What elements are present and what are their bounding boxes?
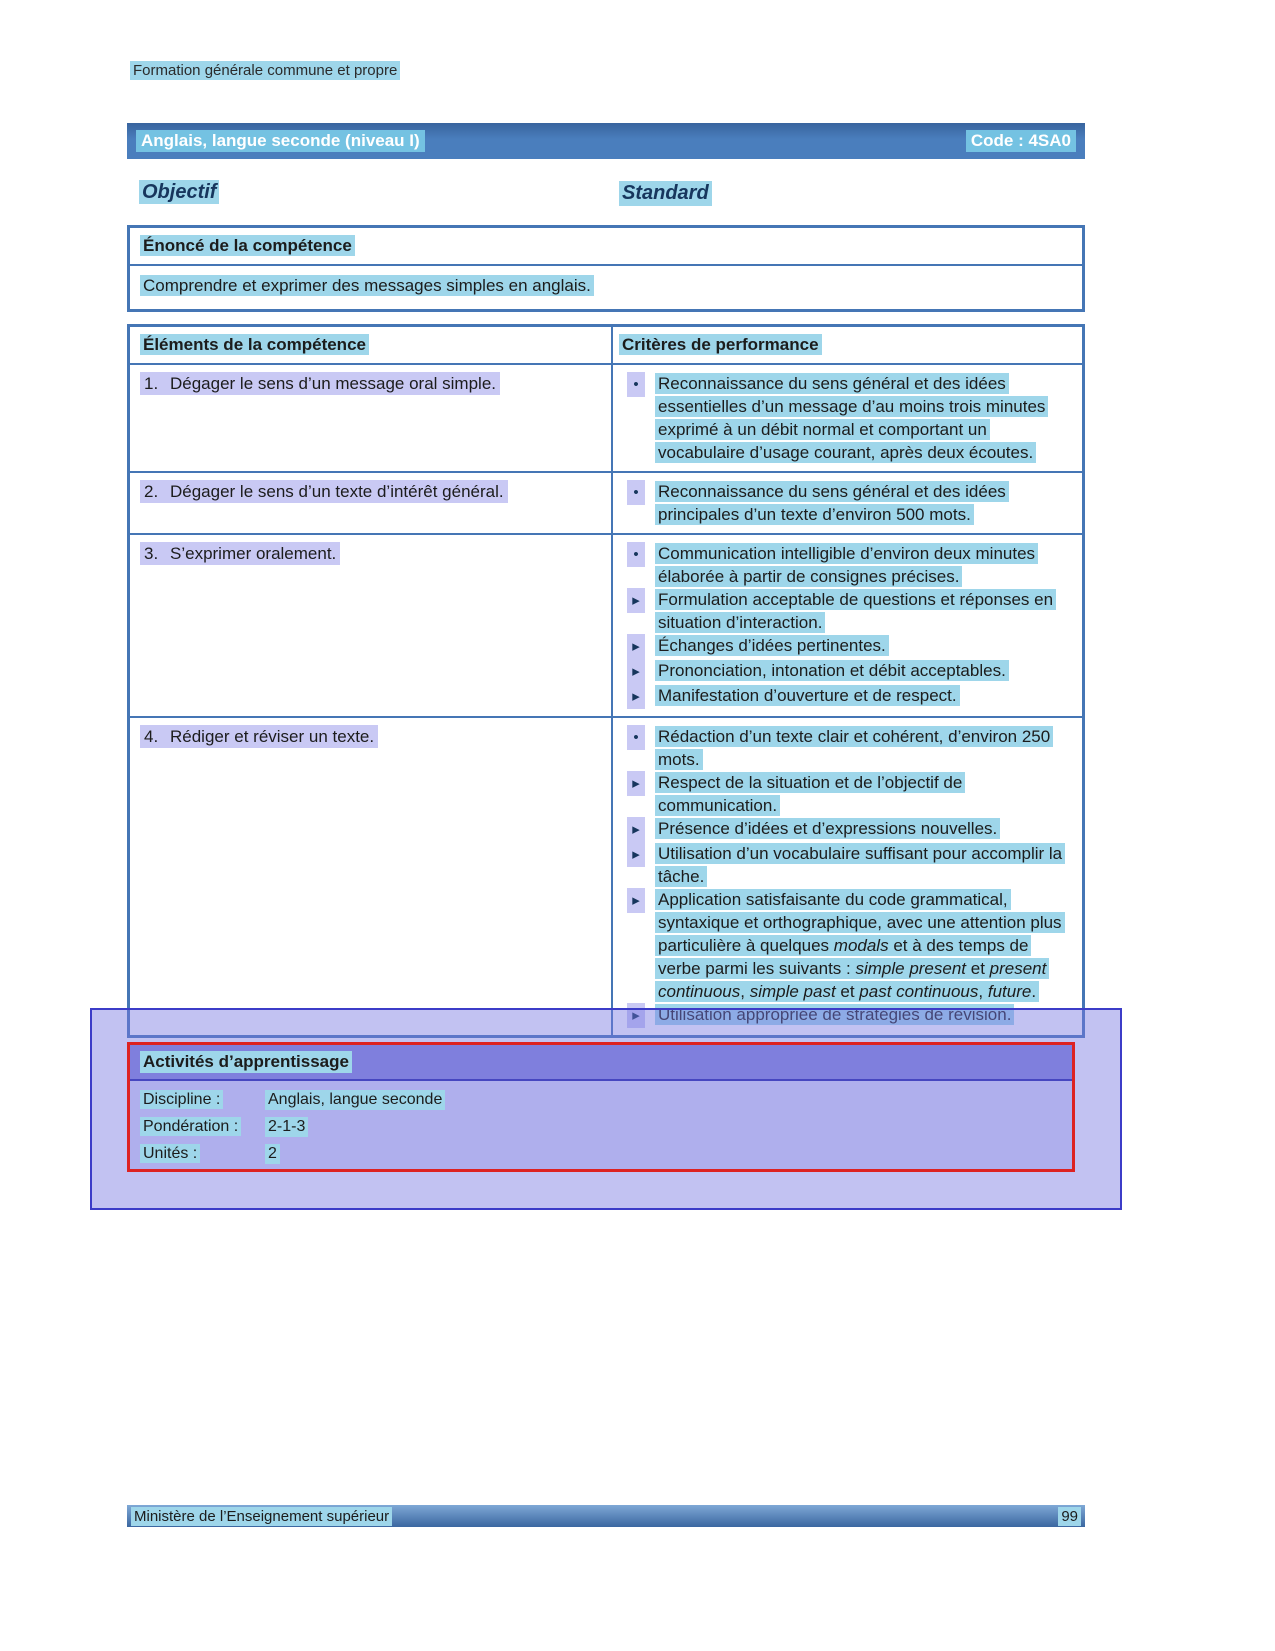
bullet-icon: ▸ — [627, 684, 645, 709]
element-number: 1. — [144, 374, 159, 393]
element-cell — [130, 365, 611, 471]
criteria-item — [613, 542, 1074, 588]
criteria-item — [613, 817, 1074, 842]
bullet-icon: ▸ — [627, 659, 645, 684]
activites-box — [127, 1042, 1075, 1172]
criteria-text — [655, 685, 960, 706]
bullet-icon: • — [627, 480, 645, 505]
element-cell — [130, 473, 611, 533]
activites-rows — [130, 1081, 1072, 1167]
criteria-text-segment: Reconnaissance du sens général et des idées essentielles d’un message d’au moins trois minutes exprimé à un débit normal et comportant un vocabulaire d’usage courant, après deux écoutes. — [658, 374, 1046, 462]
criteria-text-wrap — [655, 588, 1074, 634]
criteria-text — [655, 635, 889, 656]
criteria-item — [613, 480, 1074, 526]
criteres-column-header-text: Critères de performance — [619, 334, 822, 355]
bullet-icon: • — [627, 372, 645, 397]
activites-label: Unités : — [140, 1144, 200, 1163]
course-title: Anglais, langue seconde (niveau I) — [136, 130, 425, 152]
criteria-text — [655, 818, 1000, 839]
bullet-icon: ▸ — [627, 634, 645, 659]
element-text — [140, 542, 340, 565]
activites-label-wrap — [140, 1118, 265, 1136]
criteria-text-segment: Échanges d’idées pertinentes. — [658, 636, 886, 655]
criteria-text-segment: Prononciation, intonation et débit acceptables. — [658, 661, 1006, 680]
criteria-text-wrap — [655, 842, 1074, 888]
selection-overlay — [90, 1008, 1122, 1210]
activites-label-wrap — [140, 1145, 265, 1163]
competence-row — [130, 718, 1082, 1035]
criteria-text-segment: Formulation acceptable de questions et réponses en situation d’interaction. — [658, 590, 1054, 632]
element-text — [140, 372, 500, 395]
criteria-text-segment: , — [740, 982, 750, 1001]
criteria-text-segment: . — [1031, 982, 1037, 1001]
element-cell — [130, 535, 611, 716]
course-code: Code : 4SA0 — [966, 130, 1076, 152]
criteria-text-wrap — [655, 888, 1074, 1003]
criteria-text — [655, 373, 1048, 463]
page-footer — [127, 1505, 1085, 1527]
criteria-text-wrap — [655, 659, 1009, 682]
criteria-item — [613, 372, 1074, 464]
criteria-text-wrap — [655, 817, 1000, 840]
element-number: 4. — [144, 727, 159, 746]
criteria-text — [655, 481, 1009, 525]
elements-column-header-text: Éléments de la compétence — [140, 334, 369, 355]
collection-label — [130, 62, 1085, 79]
criteria-item — [613, 842, 1074, 888]
criteria-item — [613, 659, 1074, 684]
criteria-text-segment: Application satisfaisante du code grammatical, syntaxique et orthographique, avec une attention plus particulière à quelques — [658, 890, 1062, 955]
criteria-text-italic-segment: future — [987, 982, 1032, 1001]
element-number: 2. — [144, 482, 159, 501]
activites-label: Discipline : — [140, 1090, 223, 1109]
collection-label-text: Formation générale commune et propre — [130, 61, 400, 80]
criteria-text-italic-segment: modals — [833, 936, 889, 955]
page-content — [127, 0, 1085, 1210]
enonce-header-text: Énoncé de la compétence — [140, 235, 355, 256]
criteria-text-segment: Manifestation d’ouverture et de respect. — [658, 686, 957, 705]
bullet-icon: ▸ — [627, 817, 645, 842]
criteria-text-wrap — [655, 634, 889, 657]
course-header-bar — [127, 123, 1085, 159]
criteria-text-wrap — [655, 542, 1074, 588]
criteria-text-italic-segment: past continuous — [859, 982, 979, 1001]
bullet-icon: ▸ — [627, 1003, 645, 1028]
criteria-text-wrap — [655, 480, 1074, 526]
criteres-column-header — [611, 327, 1082, 363]
element-cell — [130, 718, 611, 1035]
criteria-item — [613, 684, 1074, 709]
element-label: S’exprimer oralement. — [170, 544, 337, 563]
enonce-body — [130, 266, 1082, 309]
standard-heading: Standard — [619, 181, 712, 206]
criteria-item — [613, 771, 1074, 817]
objectif-heading: Objectif — [139, 180, 219, 204]
activites-header — [130, 1045, 1072, 1081]
activites-value: 2-1-3 — [265, 1117, 308, 1137]
page-number: 99 — [1058, 1507, 1081, 1526]
criteria-cell — [611, 365, 1082, 471]
criteria-text — [655, 543, 1038, 587]
criteria-text-segment: Communication intelligible d’environ deux minutes élaborée à partir de consignes précises. — [658, 544, 1036, 586]
criteria-item — [613, 888, 1074, 1003]
criteria-cell — [611, 718, 1082, 1035]
criteria-text-segment: Utilisation d’un vocabulaire suffisant pour accomplir la tâche. — [658, 844, 1063, 886]
criteria-cell — [611, 473, 1082, 533]
criteria-text-segment: et — [835, 982, 860, 1001]
element-number: 3. — [144, 544, 159, 563]
criteria-text-segment: Utilisation appropriée de stratégies de révision. — [658, 1005, 1012, 1024]
criteria-text — [655, 660, 1009, 681]
bullet-icon: ▸ — [627, 588, 645, 613]
bullet-icon: ▸ — [627, 842, 645, 867]
activites-row — [140, 1086, 1072, 1113]
competence-table — [127, 324, 1085, 1038]
activites-value: Anglais, langue seconde — [265, 1090, 445, 1110]
criteria-text-italic-segment: simple past — [749, 982, 836, 1001]
activites-header-text: Activités d’apprentissage — [140, 1051, 352, 1073]
criteria-text-segment: Respect de la situation et de l’objectif de communication. — [658, 773, 963, 815]
criteria-text-segment: et à des temps de verbe parmi les suivants : — [658, 936, 1029, 978]
element-label: Rédiger et réviser un texte. — [170, 727, 375, 746]
criteria-cell — [611, 535, 1082, 716]
enonce-table-header — [130, 228, 1082, 266]
activites-label: Pondération : — [140, 1117, 241, 1136]
criteria-item — [613, 588, 1074, 634]
criteria-text — [655, 726, 1053, 770]
criteria-text — [655, 889, 1065, 1002]
activites-value: 2 — [265, 1144, 280, 1164]
criteria-text-wrap — [655, 684, 960, 707]
activites-row — [140, 1140, 1072, 1167]
criteria-text-wrap — [655, 372, 1074, 464]
enonce-table — [127, 225, 1085, 312]
footer-ministry-text: Ministère de l’Enseignement supérieur — [131, 1507, 392, 1526]
bullet-icon: ▸ — [627, 771, 645, 796]
element-label: Dégager le sens d’un message oral simple. — [170, 374, 497, 393]
element-text — [140, 480, 508, 503]
bullet-icon: ▸ — [627, 888, 645, 913]
criteria-text-italic-segment: simple present — [855, 959, 967, 978]
activites-row — [140, 1113, 1072, 1140]
criteria-item — [613, 725, 1074, 771]
bullet-icon: • — [627, 725, 645, 750]
criteria-text-wrap — [655, 771, 1074, 817]
competence-row — [130, 473, 1082, 535]
criteria-text-segment: Rédaction d’un texte clair et cohérent, d’environ 250 mots. — [658, 727, 1051, 769]
competence-row — [130, 365, 1082, 473]
element-label: Dégager le sens d’un texte d’intérêt général. — [170, 482, 504, 501]
criteria-item — [613, 634, 1074, 659]
activites-label-wrap — [140, 1091, 265, 1109]
criteria-text — [655, 843, 1065, 887]
element-text — [140, 725, 378, 748]
criteria-text-italic-segment: present continuous — [658, 959, 1047, 1001]
criteria-text-segment: , — [978, 982, 988, 1001]
criteria-text-segment: Reconnaissance du sens général et des idées principales d’un texte d’environ 500 mots. — [658, 482, 1006, 524]
competence-rows — [130, 365, 1082, 1035]
criteria-text-wrap — [655, 725, 1074, 771]
competence-table-header — [130, 327, 1082, 365]
criteria-text — [655, 772, 965, 816]
bullet-icon: • — [627, 542, 645, 567]
section-headings — [127, 181, 1085, 209]
criteria-text-segment: Présence d’idées et d’expressions nouvelles. — [658, 819, 998, 838]
competence-row — [130, 535, 1082, 718]
criteria-text — [655, 589, 1056, 633]
elements-column-header — [130, 327, 611, 363]
enonce-body-text: Comprendre et exprimer des messages simples en anglais. — [140, 275, 594, 296]
criteria-text-segment: et — [966, 959, 990, 978]
